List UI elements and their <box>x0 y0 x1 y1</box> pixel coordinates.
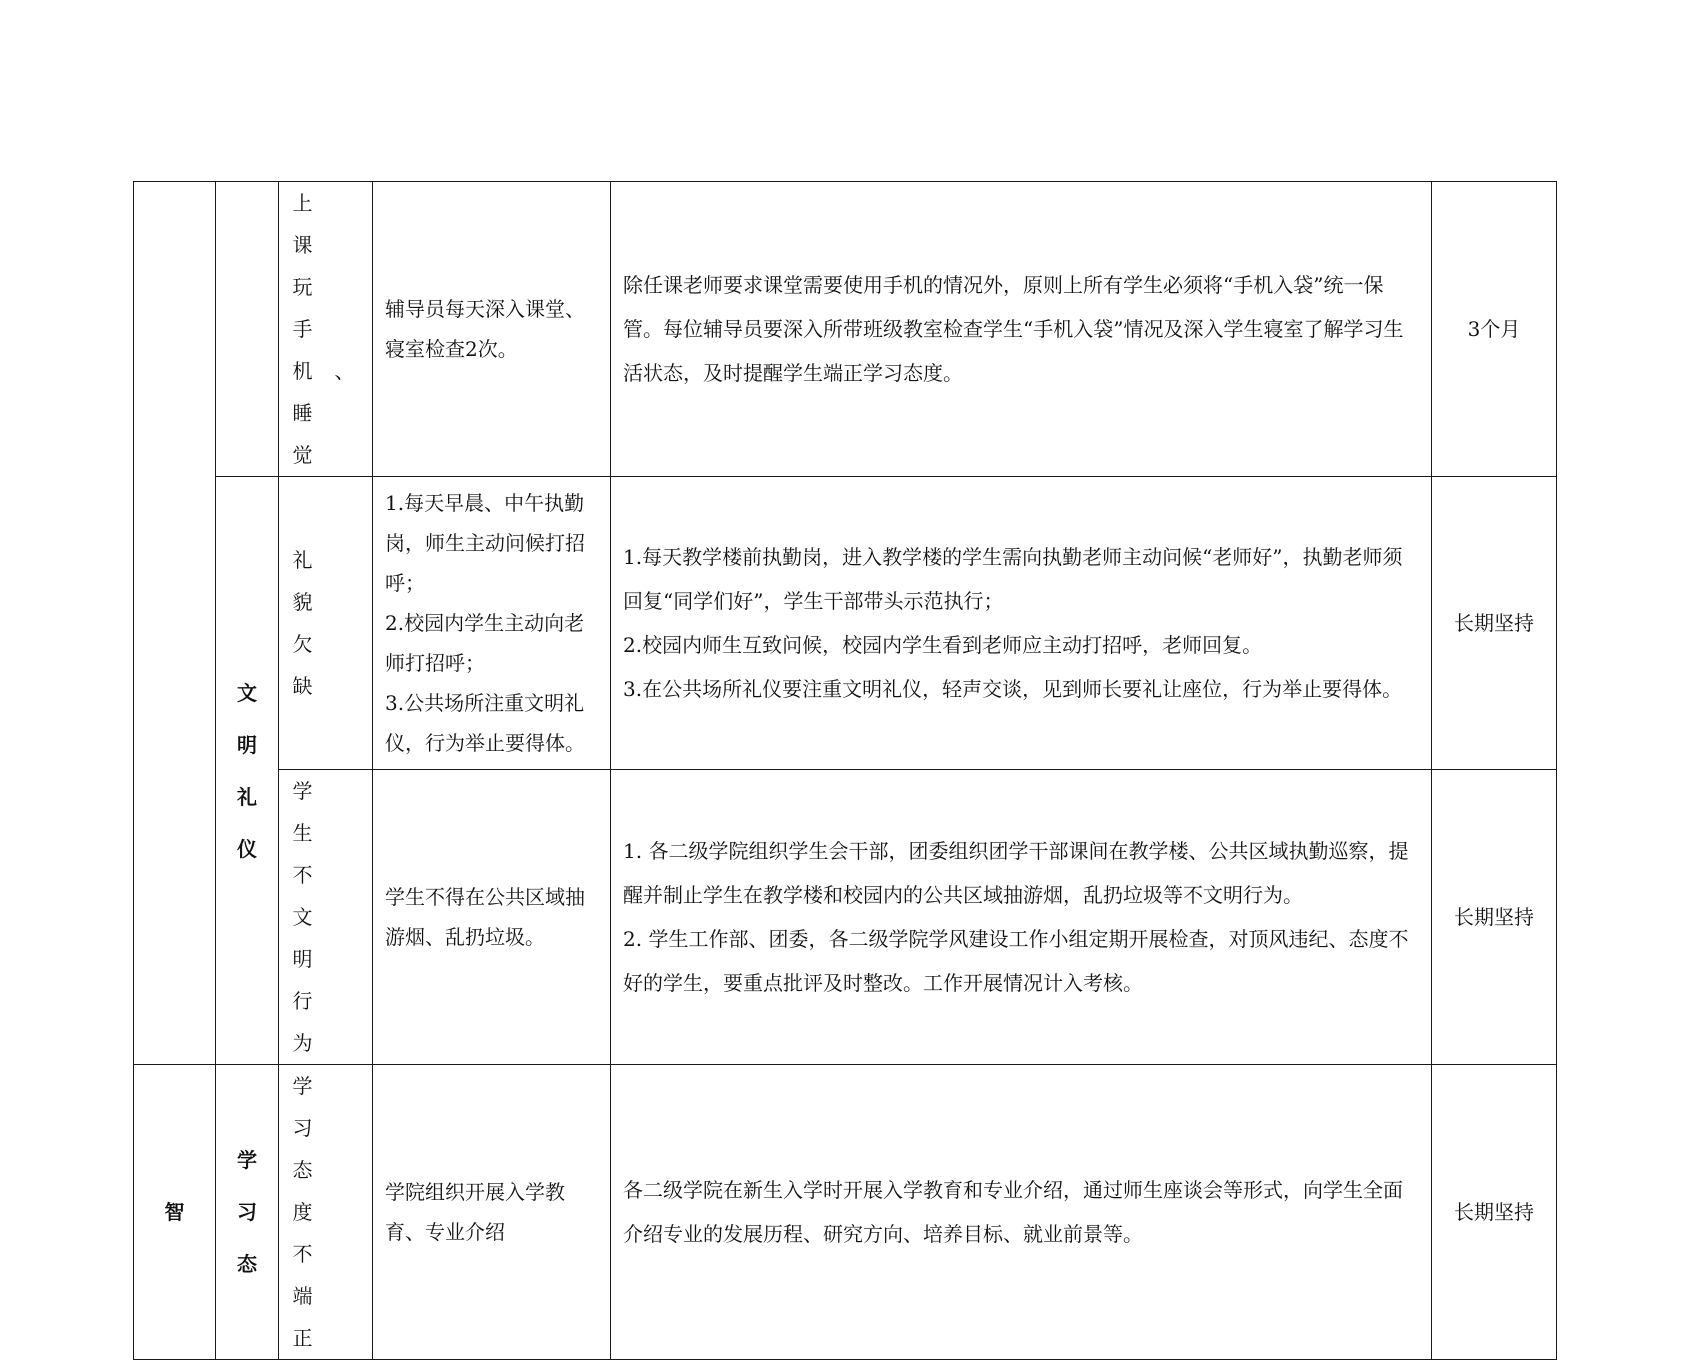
detail-line: 3.在公共场所礼仪要注重文明礼仪，轻声交谈，见到师长要礼让座位，行为举止要得体。 <box>623 677 1403 701</box>
term-cell <box>1432 477 1557 770</box>
issue-text: 上课玩手机、睡觉 <box>292 191 377 467</box>
subcategory-text: 文明礼仪 <box>237 680 257 861</box>
issue-cell <box>279 770 373 1065</box>
category-cell <box>134 1065 216 1360</box>
brief-line: 2.校园内学生主动向老师打招呼； <box>385 611 585 675</box>
brief-line: 1.每天早晨、中午执勤岗，师生主动问候打招呼； <box>385 491 585 595</box>
term-cell <box>1432 770 1557 1065</box>
detail-cell <box>611 182 1432 477</box>
measures-table <box>133 181 1557 1360</box>
brief-line: 3.公共场所注重文明礼仪，行为举止要得体。 <box>385 691 585 755</box>
category-text: 智 <box>164 1200 185 1224</box>
detail-line: 2.校园内师生互致问候，校园内学生看到老师应主动打招呼，老师回复。 <box>623 633 1263 657</box>
term-text: 长期坚持 <box>1454 611 1534 635</box>
issue-text: 学生不文明行为 <box>292 779 335 1055</box>
detail-line: 2. 学生工作部、团委，各二级学院学风建设工作小组定期开展检查，对顶风违纪、态度不好的学生，要重点批评及时整改。工作开展情况计入考核。 <box>623 927 1409 995</box>
brief-cell <box>373 477 611 770</box>
issue-cell <box>279 1065 373 1360</box>
term-text: 长期坚持 <box>1454 905 1534 929</box>
issue-cell <box>279 477 373 770</box>
term-text: 长期坚持 <box>1454 1200 1534 1224</box>
table-row <box>134 477 1557 770</box>
issue-cell <box>279 182 377 477</box>
brief-cell <box>373 1065 611 1360</box>
brief-line: 辅导员每天深入课堂、寝室检查2次。 <box>385 297 585 361</box>
detail-cell <box>611 770 1432 1065</box>
detail-line: 各二级学院在新生入学时开展入学教育和专业介绍，通过师生座谈会等形式，向学生全面介绍专业的发展历程、研究方向、培养目标、就业前景等。 <box>623 1178 1403 1246</box>
brief-line: 学生不得在公共区域抽游烟、乱扔垃圾。 <box>385 885 585 949</box>
detail-line: 1. 各二级学院组织学生会干部，团委组织团学干部课间在教学楼、公共区域执勤巡察，提醒并制止学生在教学楼和校园内的公共区域抽游烟，乱扔垃圾等不文明行为。 <box>623 839 1409 907</box>
term-text: 3个月 <box>1467 317 1521 341</box>
brief-cell <box>373 770 611 1065</box>
detail-line: 1.每天教学楼前执勤岗，进入教学楼的学生需向执勤老师主动问候“老师好”，执勤老师须回复“同学们好”，学生干部带头示范执行； <box>623 545 1403 613</box>
table-row <box>134 182 1557 477</box>
table-row <box>134 1065 1557 1360</box>
issue-text: 学习态度不端正 <box>292 1074 335 1350</box>
category-cell-empty <box>134 182 216 1065</box>
subcategory-cell <box>216 477 279 1065</box>
subcategory-cell <box>216 1065 279 1360</box>
term-cell <box>1432 182 1557 477</box>
detail-cell <box>611 477 1432 770</box>
issue-text: 礼貌欠缺 <box>292 548 335 698</box>
brief-line: 学院组织开展入学教育、专业介绍 <box>385 1180 565 1244</box>
subcategory-cell-empty <box>216 182 279 477</box>
term-cell <box>1432 1065 1557 1360</box>
detail-line: 除任课老师要求课堂需要使用手机的情况外，原则上所有学生必须将“手机入袋”统一保管。每位辅导员要深入所带班级教室检查学生“手机入袋”情况及深入学生寝室了解学习生活状态，及时提醒学生端正学习态度。 <box>623 273 1404 385</box>
brief-cell <box>373 182 611 477</box>
table-row <box>134 770 1557 1065</box>
subcategory-text: 学习态 <box>237 1148 257 1276</box>
detail-cell <box>611 1065 1432 1360</box>
